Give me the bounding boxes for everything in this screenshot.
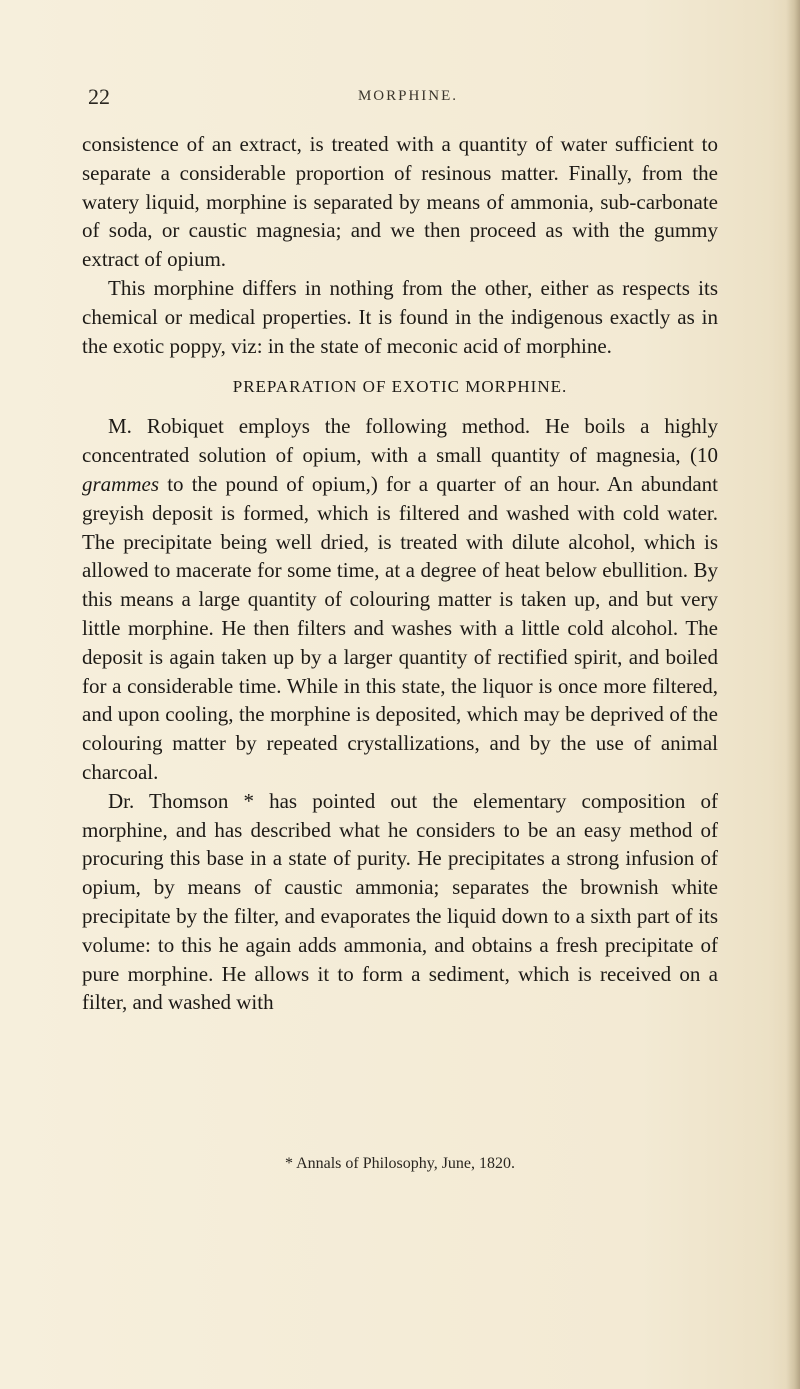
paragraph-morphine-properties: This morphine differs in nothing from the other, either as respects its chemical or medical properties. It is found in the indigenous exactly as in the exotic poppy, viz: in the state of meconic acid of morphine. — [82, 275, 718, 358]
footnote: * Annals of Philosophy, June, 1820. — [284, 1155, 516, 1172]
italic-term: grammes — [82, 471, 159, 496]
body-text — [82, 130, 718, 1017]
paragraph-continued: consistence of an extract, is treated with a quantity of water sufficient to separate a considerable proportion of resinous matter. Finally, from the watery liquid, morphine is separated by means of ammonia, sub-carbonate of soda, or caustic magnesia; and we then proceed as with the gummy extract of opium. — [82, 132, 718, 272]
paragraph-thomson-method: Dr. Thomson * has pointed out the elementary composition of morphine, and has described what he considers to be an easy method of procuring this base in a state of purity. He precipitates a strong infusion of opium, by means of caustic ammonia; separates the brownish white precipitate by the filter, and evaporates the liquid down to a sixth part of its volume: to this he again adds ammonia, and obtains a fresh precipitate of pure morphine. He allows it to form a sediment, which is received on a filter, and washed with — [82, 788, 718, 1015]
page-header — [88, 84, 728, 120]
paragraph-robiquet-text-b: to the pound of opium,) for a quarter of an hour. An abundant greyish deposit is formed, which is filtered and washed with cold water. The precipitate being well dried, is treated with dilute alcohol, which is allowed to macerate for some time, at a degree of heat below ebullition. By this means a large quantity of colouring matter is taken up, and but very little morphine. He then filters and washes with a little cold alcohol. The deposit is again taken up by a larger quantity of rectified spirit, and boiled for a considerable time. While in this state, the liquor is once more filtered, and upon cooling, the morphine is deposited, which may be deprived of the colouring matter by repeated crystallizations, and by the use of animal charcoal. — [82, 471, 718, 784]
running-head: MORPHINE. — [357, 88, 459, 104]
page-edge-shadow — [786, 0, 800, 1389]
paragraph-robiquet-text-a: M. Robiquet employs the following method. He boils a highly concentrated solution of opium, with a small quantity of magnesia, (10 — [82, 414, 718, 468]
paragraph-robiquet-method — [82, 412, 718, 786]
section-heading: PREPARATION OF EXOTIC MORPHINE. — [232, 377, 568, 397]
page-number: 22 — [88, 84, 110, 109]
